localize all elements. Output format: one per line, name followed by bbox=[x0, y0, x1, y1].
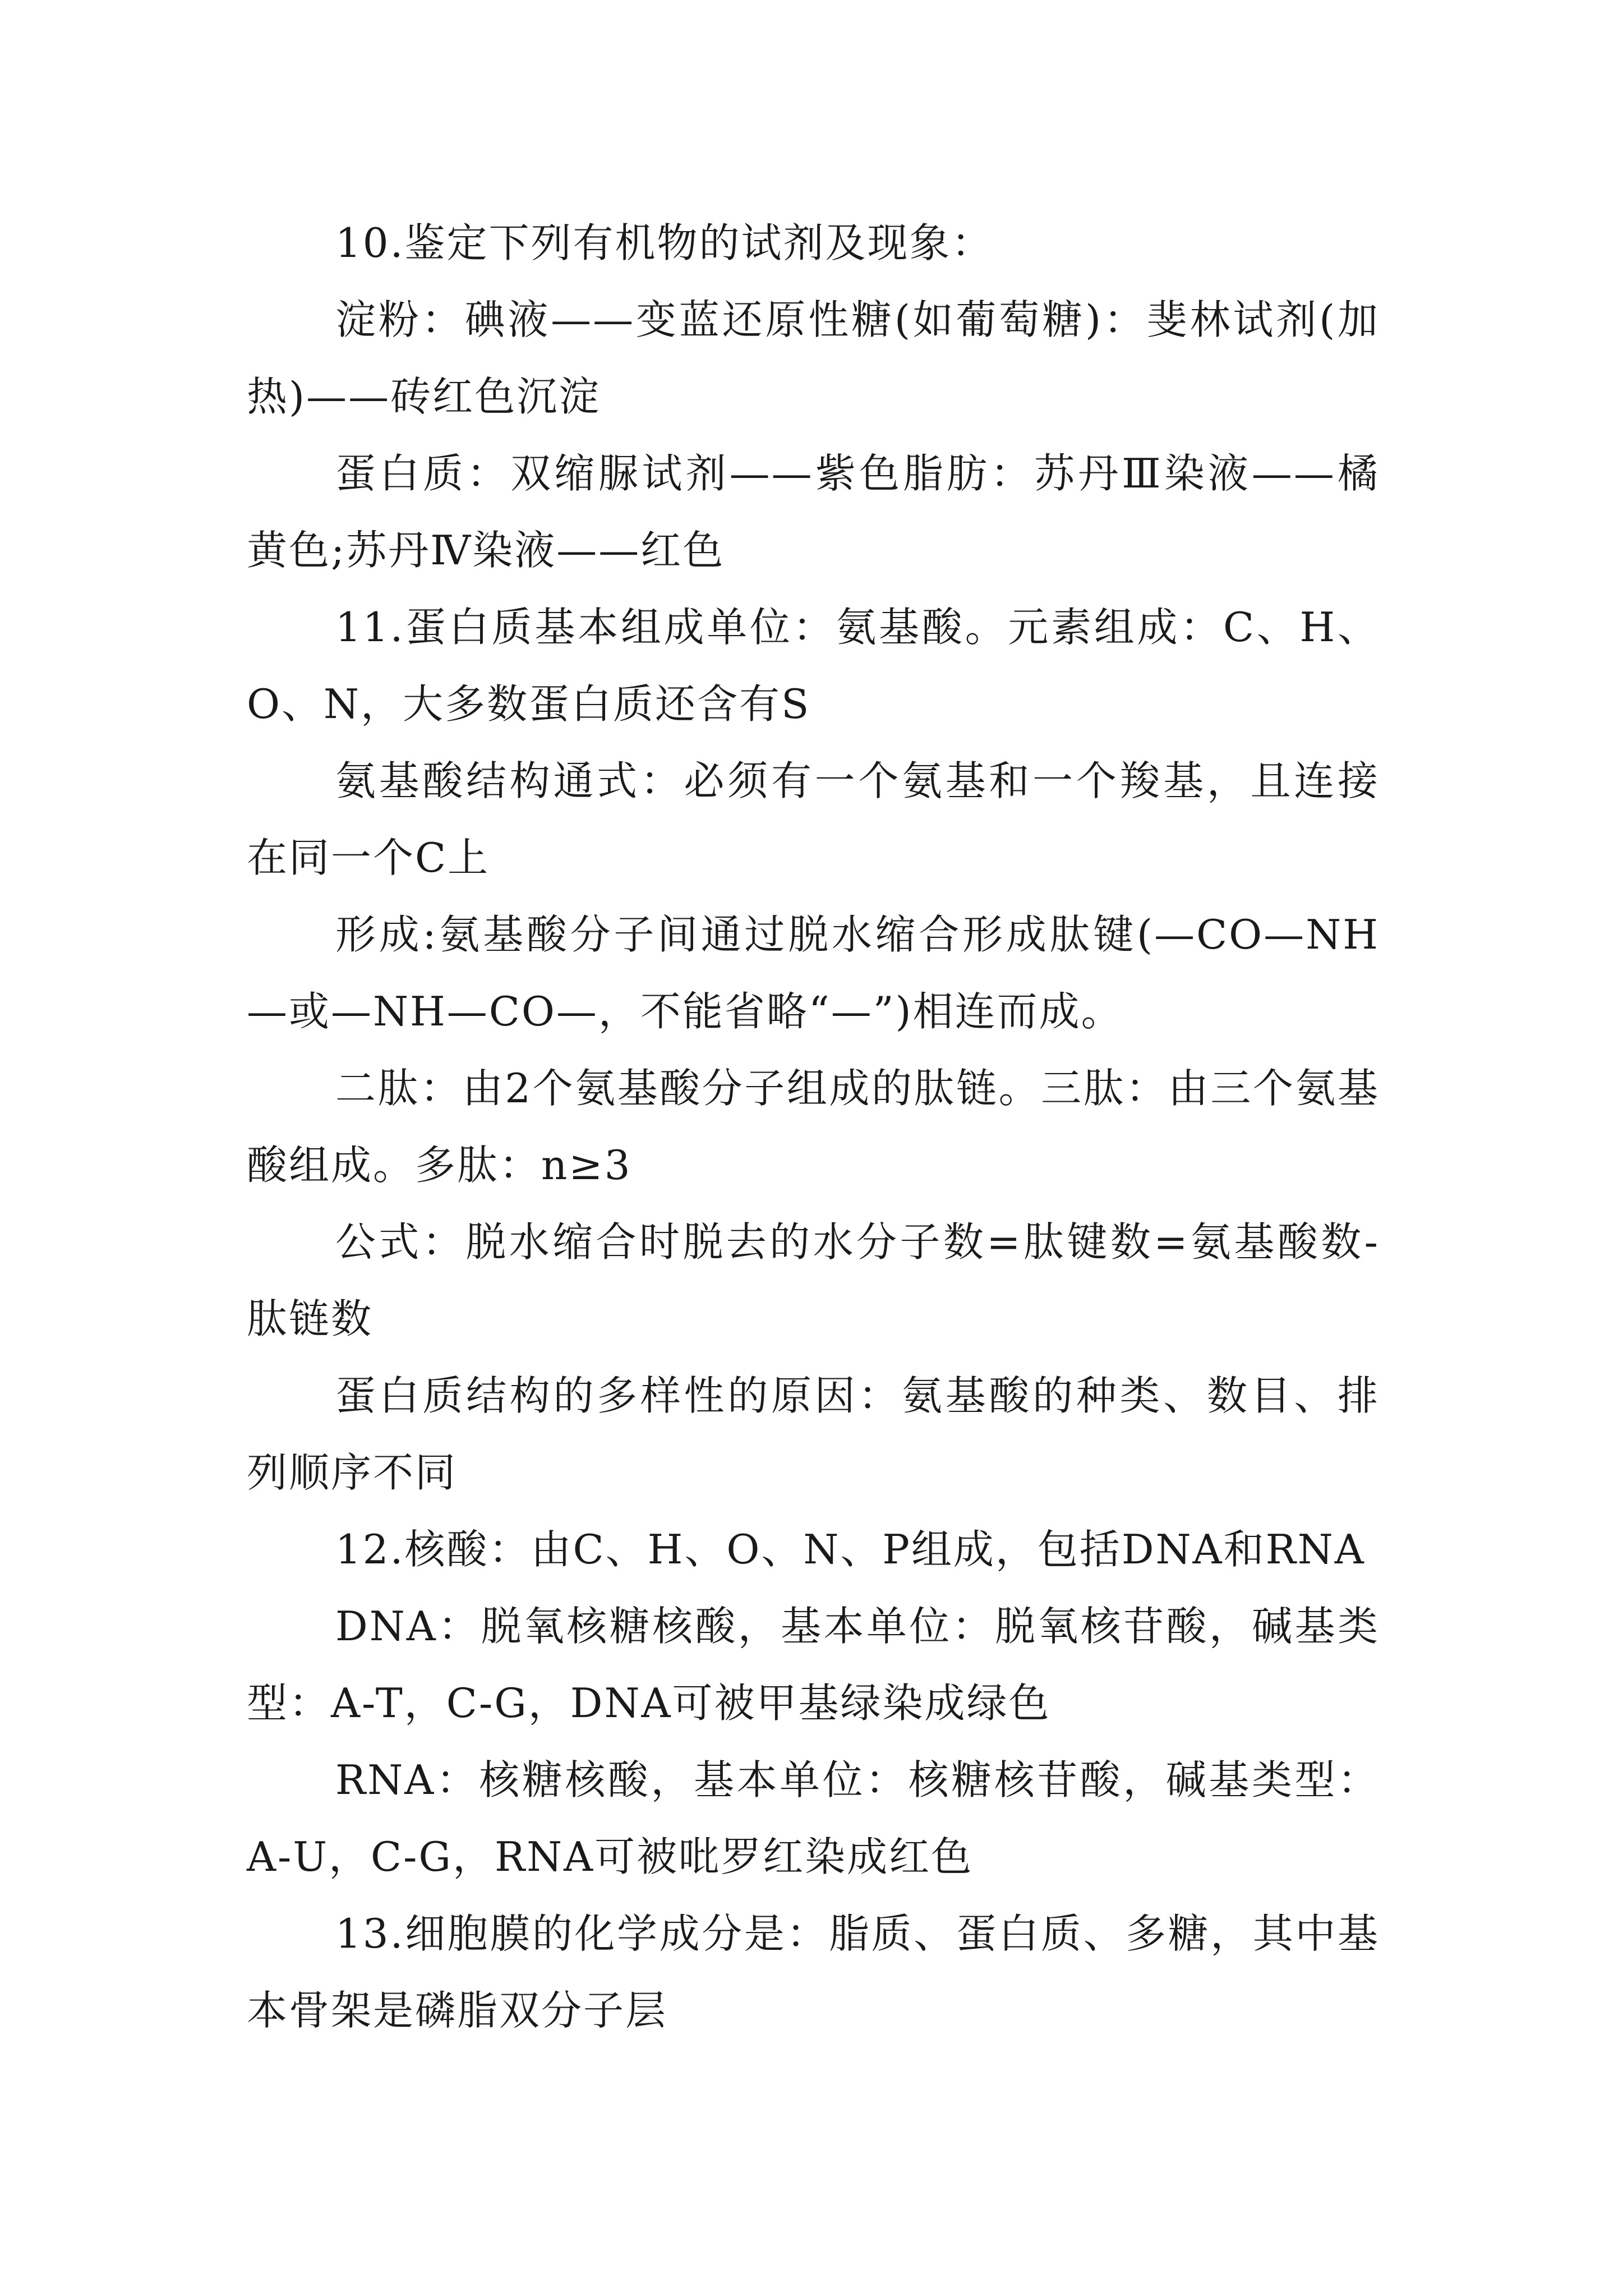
paragraph-protein-fat-test: 蛋白质：双缩脲试剂——紫色脂肪：苏丹Ⅲ染液——橘黄色;苏丹Ⅳ染液——红色 bbox=[247, 450, 1380, 574]
paragraph-formula: 公式：脱水缩合时脱去的水分子数=肽键数=氨基酸数-肽链数 bbox=[247, 1218, 1380, 1342]
paragraph-dna: DNA：脱氧核糖核酸，基本单位：脱氧核苷酸，碱基类型：A-T，C-G，DNA可被甲基绿染成绿色 bbox=[247, 1603, 1380, 1727]
paragraph-q12-nucleic-acid: 12.核酸：由C、H、O、N、P组成，包括DNA和RNA bbox=[335, 1526, 1366, 1573]
paragraph-q11-protein-unit: 11.蛋白质基本组成单位：氨基酸。元素组成：C、H、O、N，大多数蛋白质还含有S bbox=[247, 604, 1380, 728]
paragraph-peptide-bond: 形成:氨基酸分子间通过脱水缩合形成肽键(—CO—NH—或—NH—CO—，不能省略“—”)相连而成。 bbox=[247, 911, 1380, 1035]
paragraph-q13-cell-membrane: 13.细胞膜的化学成分是：脂质、蛋白质、多糖，其中基本骨架是磷脂双分子层 bbox=[247, 1910, 1380, 2034]
paragraph-dipeptide: 二肽：由2个氨基酸分子组成的肽链。三肽：由三个氨基酸组成。多肽：n≥3 bbox=[247, 1065, 1380, 1189]
paragraph-amino-acid-formula: 氨基酸结构通式：必须有一个氨基和一个羧基，且连接在同一个C上 bbox=[247, 757, 1380, 881]
document-body bbox=[247, 205, 1380, 2049]
paragraph-rna: RNA：核糖核酸，基本单位：核糖核苷酸，碱基类型：A-U，C-G，RNA可被吡罗红染成红色 bbox=[247, 1756, 1380, 1880]
paragraph-protein-diversity: 蛋白质结构的多样性的原因：氨基酸的种类、数目、排列顺序不同 bbox=[247, 1372, 1380, 1496]
paragraph-q10-heading: 10.鉴定下列有机物的试剂及现象： bbox=[335, 219, 994, 266]
paragraph-starch-sugar-test: 淀粉：碘液——变蓝还原性糖(如葡萄糖)：斐林试剂(加热)——砖红色沉淀 bbox=[247, 296, 1380, 420]
